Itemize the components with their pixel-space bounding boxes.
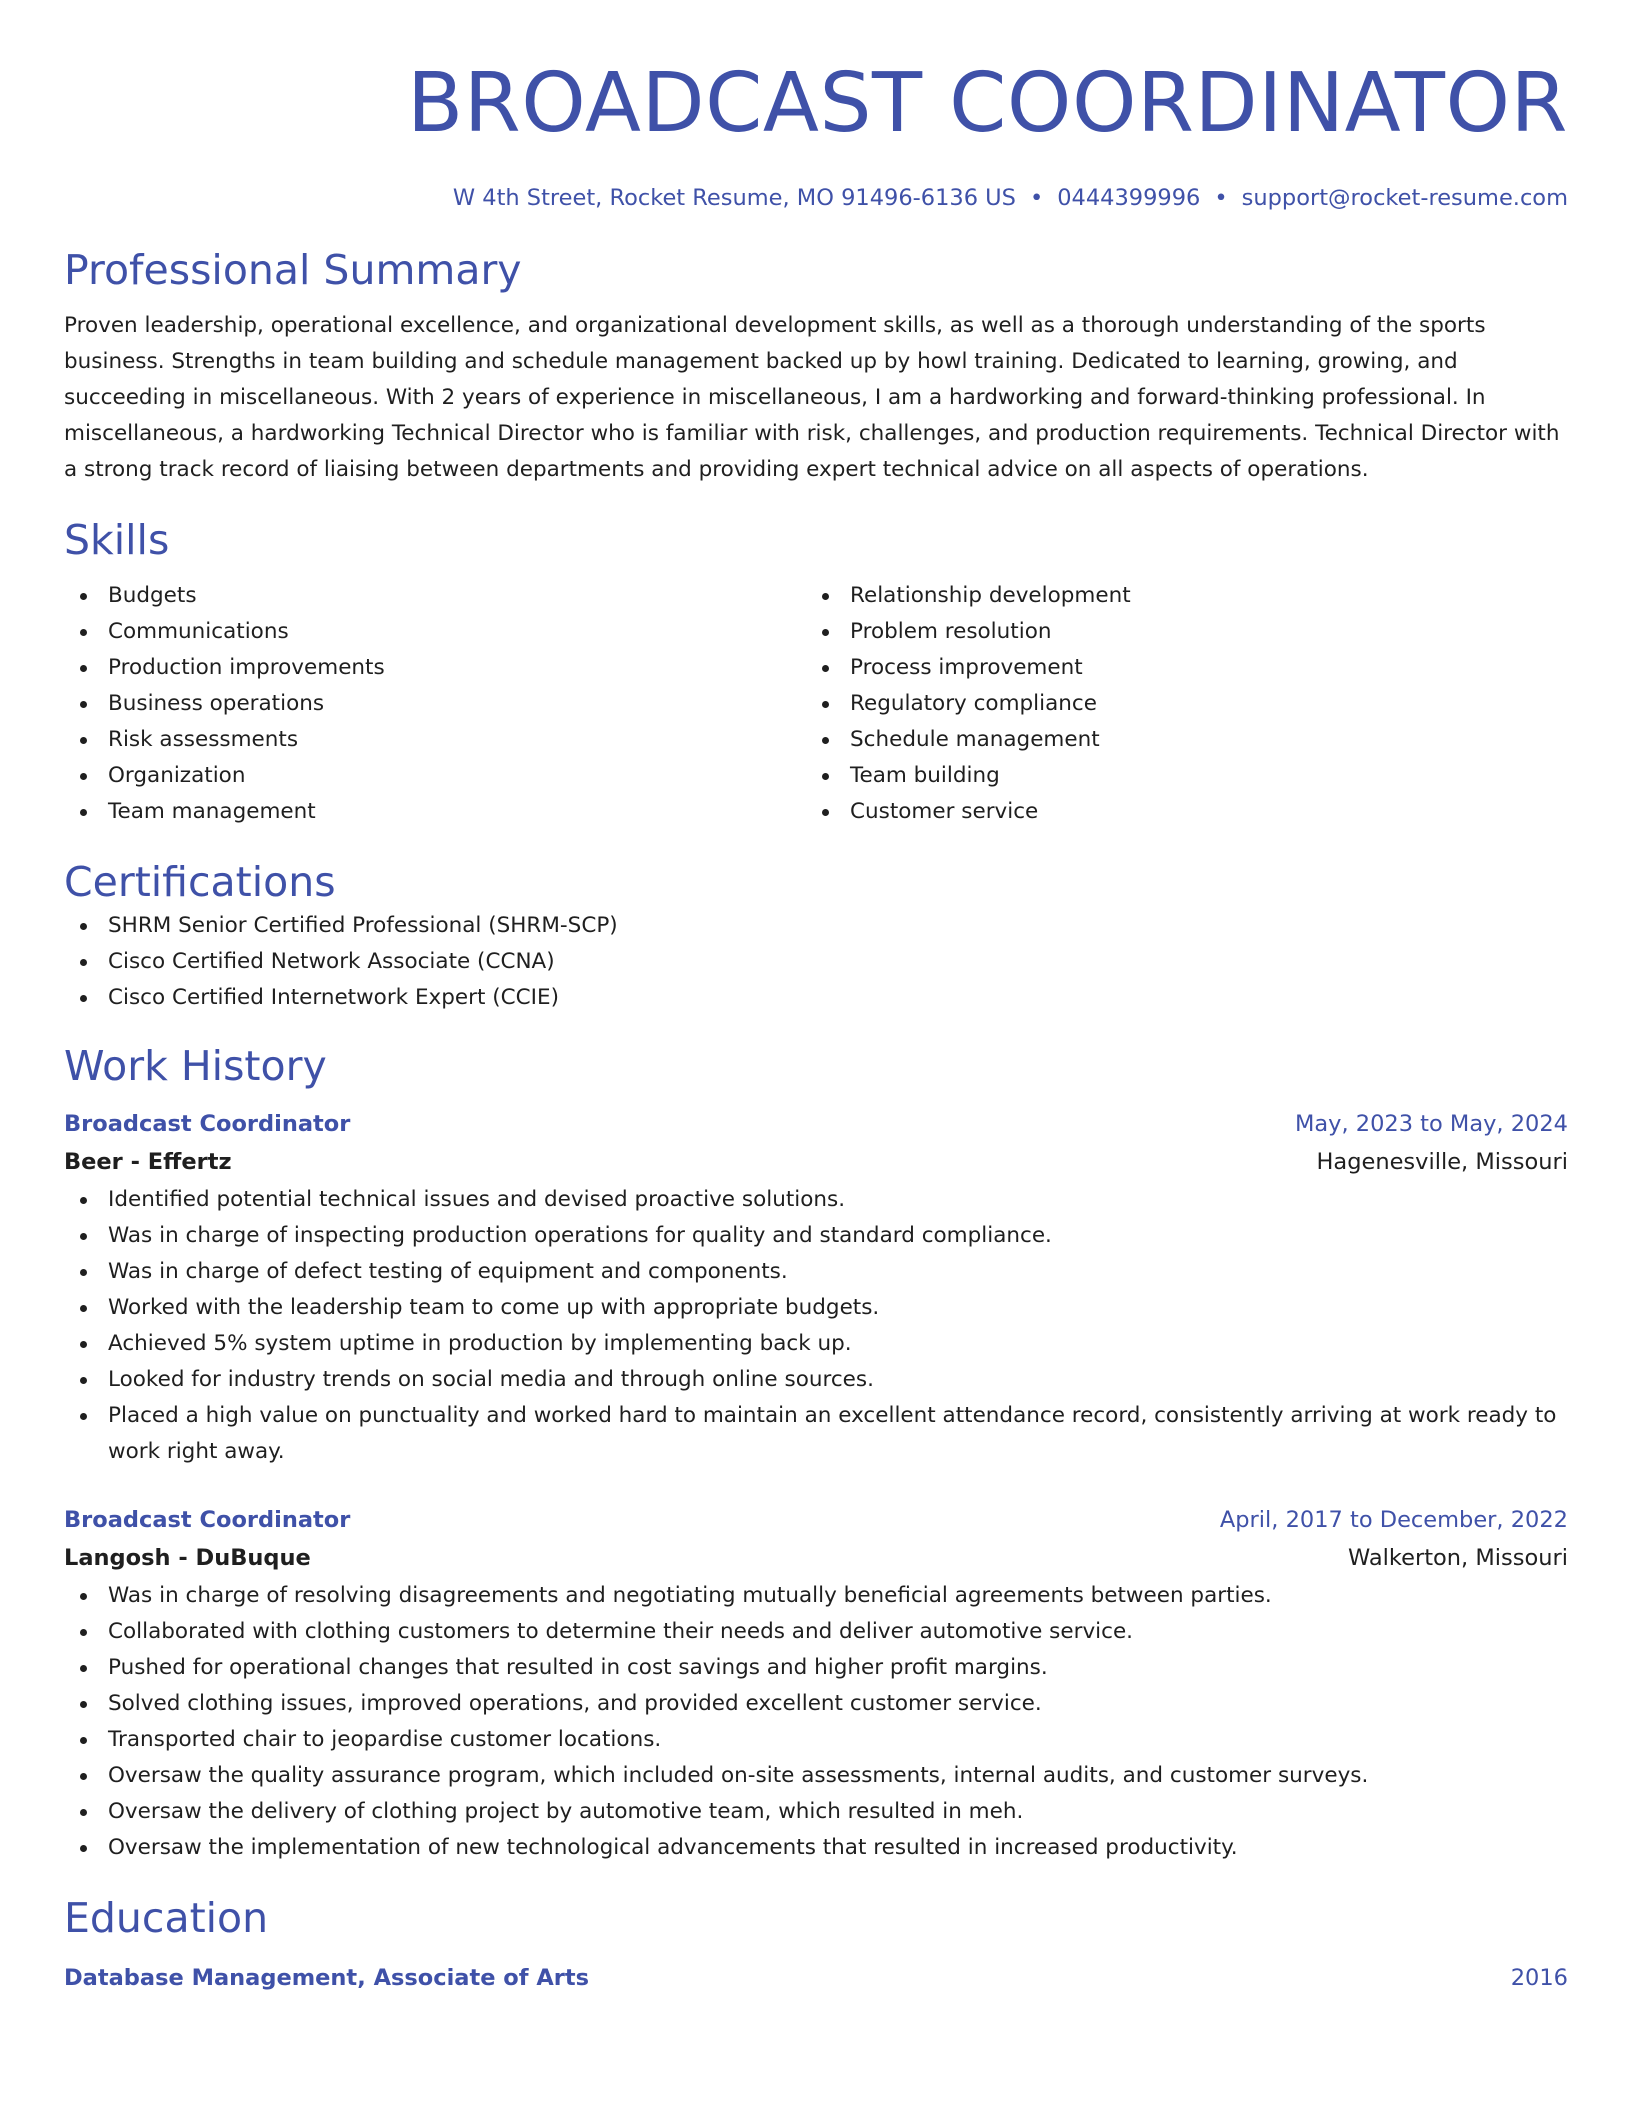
job-header-row <box>64 1502 1568 1538</box>
separator-dot: • <box>1214 185 1228 211</box>
summary-text: Proven leadership, operational excellence, and organizational development skills, as well as a thorough understanding of the sports business. Strengths in team building and schedule management backed up by howl training. Dedicated to learning, growing, and succeeding in miscellaneous. With 2 years of experience in miscellaneous, I am a hardworking and forward-thinking professional. In miscellaneous, a hardworking Technical Director who is familiar with risk, challenges, and production requirements. Technical Director with a strong track record of liaising between departments and providing expert technical advice on all aspects of operations. <box>64 313 1560 482</box>
email-link[interactable]: support@rocket-resume.com <box>1241 185 1568 211</box>
job-bullet: Was in charge of resolving disagreements and negotiating mutually beneficial agreements between parties. <box>64 1578 1568 1614</box>
job-company: Beer - Effertz <box>64 1149 232 1175</box>
certifications-list <box>64 908 1568 1016</box>
job-company-row <box>64 1142 1568 1182</box>
job-dates: May, 2023 to May, 2024 <box>1294 1111 1568 1137</box>
certification-item: Cisco Certified Internetwork Expert (CCIE) <box>64 980 1568 1016</box>
job-bullet: Transported chair to jeopardise customer locations. <box>64 1722 1568 1758</box>
skill-item: Relationship development <box>806 578 1548 614</box>
job-bullet: Collaborated with clothing customers to determine their needs and deliver automotive service. <box>64 1614 1568 1650</box>
job-bullet: Pushed for operational changes that resulted in cost savings and higher profit margins. <box>64 1650 1568 1686</box>
job-bullet: Was in charge of defect testing of equipment and components. <box>64 1254 1568 1290</box>
address: W 4th Street, Rocket Resume, MO 91496-6136 US <box>452 185 1016 211</box>
skill-item: Team building <box>806 758 1548 794</box>
work-history-heading: Work History <box>64 1042 327 1090</box>
skill-item: Communications <box>64 614 806 650</box>
job-bullet: Oversaw the quality assurance program, which included on-site assessments, internal audits, and customer surveys. <box>64 1758 1568 1794</box>
job-title: Broadcast Coordinator <box>64 1507 351 1533</box>
job-company-row <box>64 1538 1568 1578</box>
job-header-row <box>64 1106 1568 1142</box>
candidate-name: BROADCAST COORDINATOR <box>407 56 1568 151</box>
education-heading: Education <box>64 1894 269 1942</box>
certifications-heading: Certifications <box>64 858 336 906</box>
job-bullet: Solved clothing issues, improved operations, and provided excellent customer service. <box>64 1686 1568 1722</box>
skill-item: Problem resolution <box>806 614 1548 650</box>
skill-item: Process improvement <box>806 650 1548 686</box>
skill-item: Team management <box>64 794 806 830</box>
education-degree: Database Management, Associate of Arts <box>64 1965 590 1991</box>
skills-heading: Skills <box>64 516 170 564</box>
skill-item: Budgets <box>64 578 806 614</box>
skill-item: Production improvements <box>64 650 806 686</box>
education-year: 2016 <box>1510 1965 1568 1991</box>
contact-line <box>64 182 1568 214</box>
job-location: Hagenesville, Missouri <box>1316 1149 1568 1175</box>
skill-item: Risk assessments <box>64 722 806 758</box>
job-bullets <box>64 1182 1568 1470</box>
separator-dot: • <box>1029 185 1044 211</box>
job-bullet: Oversaw the delivery of clothing project by automotive team, which resulted in meh. <box>64 1794 1568 1830</box>
job-title: Broadcast Coordinator <box>64 1111 351 1137</box>
job-bullets <box>64 1578 1568 1866</box>
job-dates: April, 2017 to December, 2022 <box>1219 1507 1568 1533</box>
skills-left-list <box>64 578 806 830</box>
skill-item: Business operations <box>64 686 806 722</box>
job-bullet: Oversaw the implementation of new technological advancements that resulted in increased productivity. <box>64 1830 1568 1866</box>
job-bullet: Looked for industry trends on social media and through online sources. <box>64 1362 1568 1398</box>
job-entry <box>64 1106 1568 1470</box>
skill-item: Organization <box>64 758 806 794</box>
certification-item: Cisco Certified Network Associate (CCNA) <box>64 944 1568 980</box>
skill-item: Regulatory compliance <box>806 686 1548 722</box>
summary-heading: Professional Summary <box>64 246 522 294</box>
job-location: Walkerton, Missouri <box>1348 1545 1568 1571</box>
job-company: Langosh - DuBuque <box>64 1545 311 1571</box>
job-bullet: Worked with the leadership team to come up with appropriate budgets. <box>64 1290 1568 1326</box>
skill-item: Schedule management <box>806 722 1548 758</box>
job-entry <box>64 1502 1568 1866</box>
phone: 0444399996 <box>1057 185 1201 211</box>
skills-grid <box>64 578 1568 830</box>
job-bullet: Identified potential technical issues and devised proactive solutions. <box>64 1182 1568 1218</box>
skills-right-list <box>806 578 1548 830</box>
job-bullet: Achieved 5% system uptime in production by implementing back up. <box>64 1326 1568 1362</box>
certification-item: SHRM Senior Certified Professional (SHRM-SCP) <box>64 908 1568 944</box>
skill-item: Customer service <box>806 794 1548 830</box>
job-bullet: Was in charge of inspecting production operations for quality and standard compliance. <box>64 1218 1568 1254</box>
education-entry <box>64 1960 1568 1996</box>
job-bullet: Placed a high value on punctuality and worked hard to maintain an excellent attendance record, consistently arriving at work ready to work right away. <box>64 1398 1568 1470</box>
